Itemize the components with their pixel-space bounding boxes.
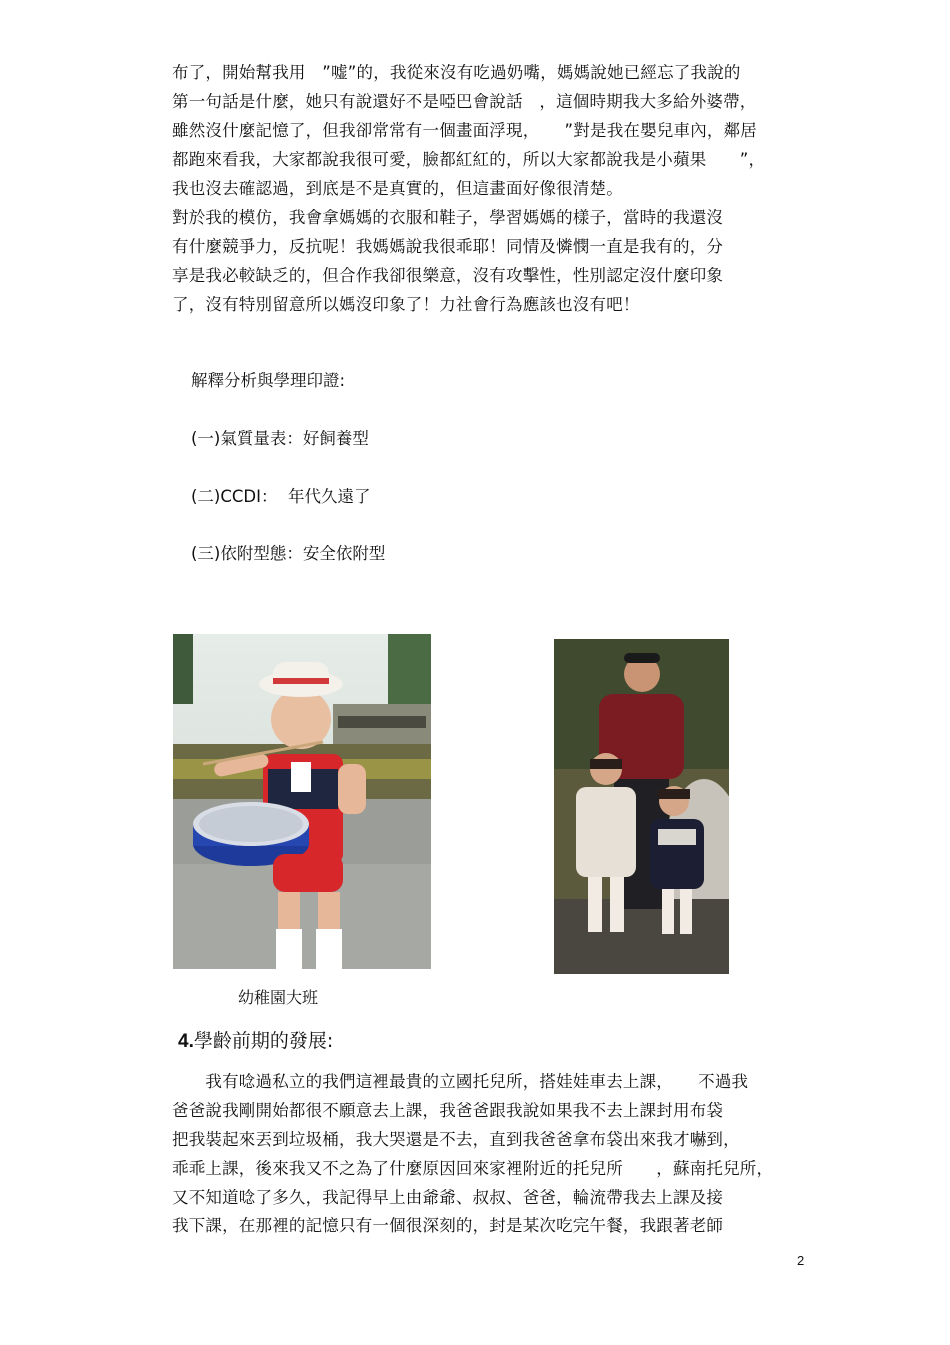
text-line: 我下課，在那裡的記憶只有一個很深刻的，封是某次吃完午餐，我跟著老師 bbox=[172, 1216, 724, 1235]
text-line: 我也沒去確認過，到底是不是真實的，但這畫面好像很清楚。 bbox=[172, 179, 623, 198]
section-4-heading bbox=[178, 1026, 333, 1053]
section-title: 學齡前期的發展: bbox=[193, 1030, 334, 1052]
page-number: 2 bbox=[797, 1253, 805, 1268]
photo-caption: 幼稚園大班 bbox=[238, 988, 319, 1007]
text-line: 我有唸過私立的我們這裡最貴的立國托兒所，搭娃娃車去上課， 不過我 bbox=[172, 1072, 749, 1091]
analysis-item: (二)CCDI： 年代久遠了 bbox=[191, 487, 371, 506]
photo-kindergarten-drummer bbox=[173, 634, 431, 969]
analysis-item: (三)依附型態：安全依附型 bbox=[191, 544, 386, 563]
text-line: 享是我必較缺乏的，但合作我卻很樂意，沒有攻擊性，性別認定沒什麼印象 bbox=[172, 266, 724, 285]
text-line: 把我裝起來丟到垃圾桶，我大哭還是不去，直到我爸爸拿布袋出來我才嚇到， bbox=[172, 1130, 740, 1149]
text-line: 第一句話是什麼，她只有說還好不是啞巴會說話 ，這個時期我大多給外婆帶， bbox=[172, 92, 757, 111]
text-line: 又不知道唸了多久，我記得早上由爺爺、叔叔、爸爸，輪流帶我去上課及接 bbox=[172, 1188, 724, 1207]
text-line: 了，沒有特別留意所以媽沒印象了！力社會行為應該也沒有吧！ bbox=[172, 295, 640, 314]
analysis-item: (一)氣質量表：好飼養型 bbox=[191, 429, 369, 448]
section-number: 4. bbox=[178, 1031, 194, 1052]
text-line: 有什麼競爭力，反抗呢！我媽媽說我很乖耶！同情及憐憫一直是我有的，分 bbox=[172, 237, 724, 256]
text-line: 雖然沒什麼記憶了，但我卻常常有一個畫面浮現， ”對是我在嬰兒車內，鄰居 bbox=[172, 121, 757, 140]
text-line: 對於我的模仿，我會拿媽媽的衣服和鞋子，學習媽媽的樣子，當時的我還沒 bbox=[172, 208, 724, 227]
text-line: 布了，開始幫我用 ”嘘”的，我從來沒有吃過奶嘴，媽媽說她已經忘了我說的 bbox=[172, 63, 741, 82]
text-line: 乖乖上課，後來我又不之為了什麼原因回來家裡附近的托兒所 ，蘇南托兒所， bbox=[172, 1159, 774, 1178]
text-line: 爸爸說我剛開始都很不願意去上課，我爸爸跟我說如果我不去上課封用布袋 bbox=[172, 1101, 724, 1120]
photo-family-father-daughters bbox=[554, 639, 729, 974]
text-line: 都跑來看我，大家都說我很可愛，臉都紅紅的，所以大家都說我是小蘋果 ”， bbox=[172, 150, 766, 169]
analysis-title: 解釋分析與學理印證: bbox=[191, 371, 346, 390]
